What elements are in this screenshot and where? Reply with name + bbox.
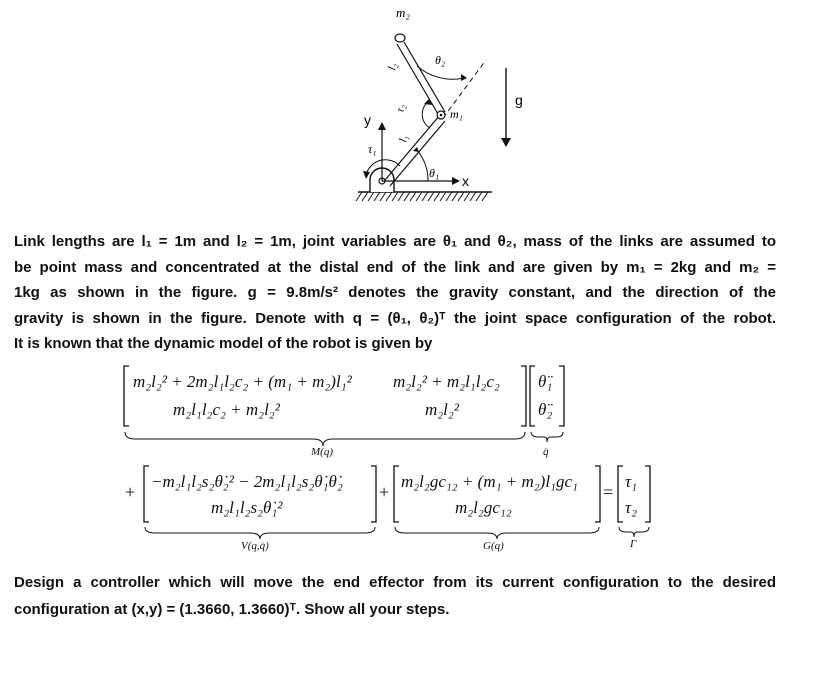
matrix-M-21: m₂l₁l₂c₂ + m₂l₂² (173, 400, 280, 419)
end-effector-mass-m2 (395, 34, 405, 42)
y-axis-arrow (378, 122, 386, 130)
vector-V-2: m₂l₁l₂s₂θ̇₁² (211, 498, 283, 517)
plus-sign-1: + (125, 482, 136, 502)
gravity-arrow-head (501, 138, 511, 147)
theta2-arc-arrow (461, 74, 467, 81)
label-qdd: q̈ (543, 446, 549, 458)
label-y: y (364, 112, 371, 128)
task-statement (14, 569, 776, 623)
problem-line-4: gravity is shown in the figure. Denote with q = (θ₁, θ₂)ᵀ the joint space configuration of the robot. (14, 309, 776, 327)
matrix-M-11: m₂l₂² + 2m₂l₁l₂c₂ + (m₁ + m₂)l₁² (133, 372, 352, 391)
matrix-M-22: m₂l₂² (425, 400, 459, 419)
x-axis-arrow (452, 177, 460, 185)
vector-V-1: −m₂l₁l₂s₂θ̇₂² − 2m₂l₁l₂s₂θ̇₁θ̇₂ (151, 472, 343, 491)
label-theta2: θ₂ (435, 53, 446, 67)
label-l2: l₂ (386, 61, 400, 72)
vector-G-1: m₂l₂gc₁₂ + (m₁ + m₂)l₁gc₁ (401, 472, 578, 491)
problem-line-2: be point mass and concentrated at the distal end of the link and are given by m₁ = 2kg and m₂ = (14, 258, 776, 276)
label-l1: l₁ (397, 133, 411, 144)
label-G: G(q) (483, 540, 504, 552)
vector-tau-2: τ₂ (625, 498, 637, 517)
label-V: V(q,q̇) (241, 540, 269, 552)
robot-arm-diagram (300, 0, 540, 222)
label-tau2: τ₂ (394, 103, 408, 114)
equals-sign: = (603, 482, 614, 502)
vector-tau-1: τ₁ (625, 472, 637, 491)
theta1-arc-arrow (413, 147, 419, 152)
label-tau1: τ₁ (368, 142, 377, 156)
label-x: x (462, 173, 469, 189)
task-line-1: Design a controller which will move the end effector from its current configuration to the desired (14, 574, 776, 591)
task-line-2: configuration at (x,y) = (1.3660, 1.3660)ᵀ. Show all your steps. (14, 601, 450, 618)
plus-sign-2: + (379, 482, 390, 502)
dynamic-model-equation (115, 362, 695, 552)
tau2-arc (422, 102, 430, 128)
problem-statement (14, 229, 776, 357)
joint2-center (440, 114, 443, 117)
label-g: g (515, 92, 523, 108)
tau1-arc-arrow (363, 171, 370, 179)
label-M-of-q: M(q) (311, 446, 333, 458)
problem-line-5: It is known that the dynamic model of the robot is given by (14, 335, 433, 352)
label-theta1: θ₁ (429, 166, 440, 180)
robot-arm-figure (300, 0, 540, 222)
problem-line-1: Link lengths are l₁ = 1m and l₂ = 1m, joint variables are θ₁ and θ₂, mass of the links are assumed to (14, 233, 776, 250)
ground-hatching (356, 192, 488, 201)
matrix-M-12: m₂l₂² + m₂l₁l₂c₂ (393, 372, 500, 391)
link2-edge-a (397, 44, 438, 114)
qdd-1: θ̈₁ (538, 372, 553, 391)
vector-G-2: m₂l₂gc₁₂ (455, 498, 512, 517)
label-m2: m₂ (396, 5, 410, 20)
label-Gamma: Γ (630, 538, 637, 550)
label-m1: m₁ (450, 107, 463, 121)
problem-line-3: 1kg as shown in the figure. g = 9.8m/s² denotes the gravity constant, and the direction of the (14, 284, 776, 301)
qdd-2: θ̈₂ (538, 400, 553, 419)
